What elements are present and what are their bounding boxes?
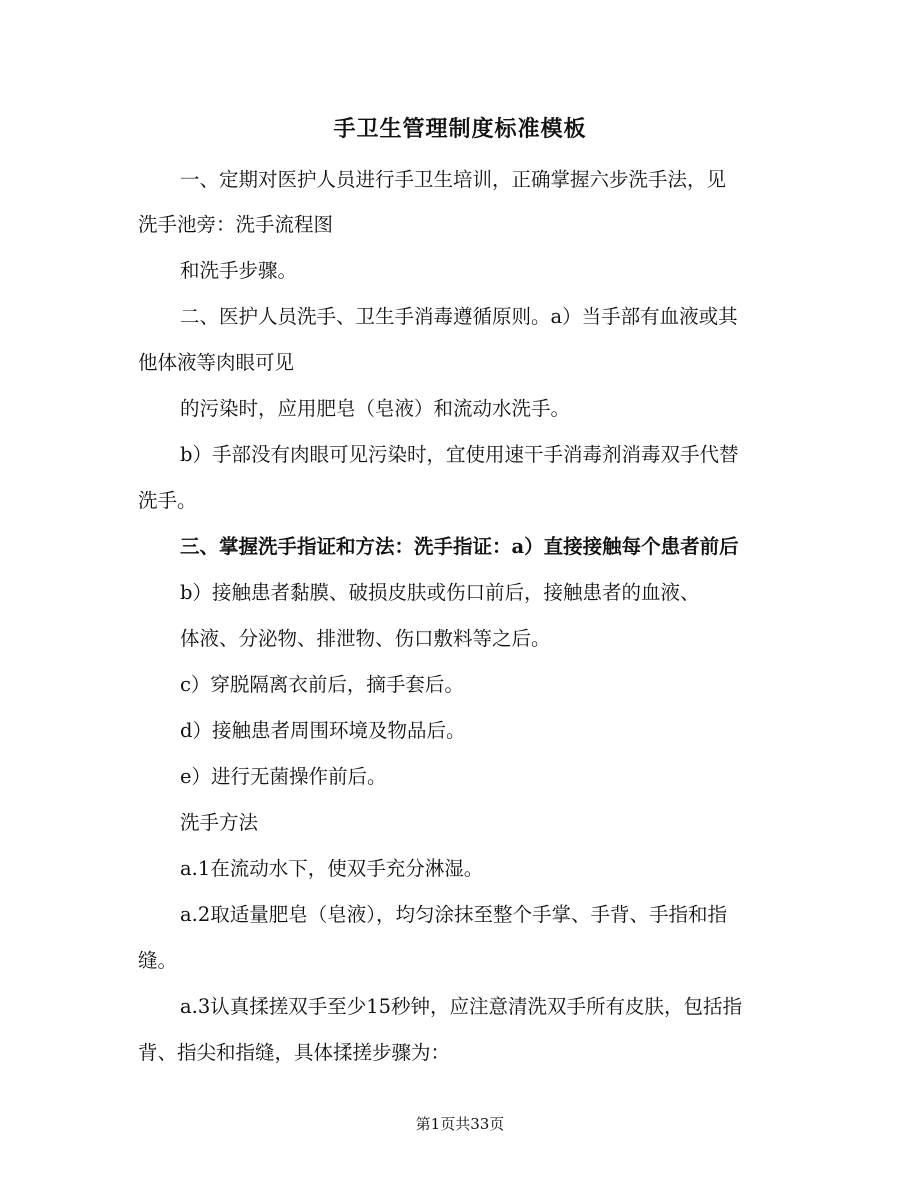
paragraph-line-17: a.2取适量肥皂（皂液），均匀涂抹至整个手掌、手背、手指和指 <box>180 903 727 926</box>
page-number: 第1页共33页 <box>415 1115 505 1133</box>
document-title: 手卫生管理制度标准模板 <box>333 116 587 142</box>
paragraph-line-14: e）进行无菌操作前后。 <box>180 765 387 788</box>
paragraph-line-4: 二、医护人员洗手、卫生手消毒遵循原则。a）当手部有血液或其 <box>180 305 738 328</box>
paragraph-line-1: 一、定期对医护人员进行手卫生培训，正确掌握六步洗手法，见 <box>180 168 727 191</box>
paragraph-line-18: 缝。 <box>138 949 178 972</box>
paragraph-line-12: c）穿脱隔离衣前后，摘手套后。 <box>180 673 464 696</box>
paragraph-line-8: 洗手。 <box>138 489 197 512</box>
section-heading-line: 三、掌握洗手指证和方法：洗手指证：a）直接接触每个患者前后 <box>180 535 739 558</box>
paragraph-line-16: a.1在流动水下，使双手充分淋湿。 <box>180 857 484 880</box>
paragraph-line-20: 背、指尖和指缝，具体揉搓步骤为： <box>138 1041 451 1064</box>
paragraph-line-15: 洗手方法 <box>180 811 259 834</box>
paragraph-line-6: 的污染时，应用肥皂（皂液）和流动水洗手。 <box>180 397 571 420</box>
paragraph-line-2: 洗手池旁：洗手流程图 <box>138 213 334 236</box>
paragraph-line-10: b）接触患者黏膜、破损皮肤或伤口前后，接触患者的血液、 <box>180 581 700 604</box>
paragraph-line-5: 他体液等肉眼可见 <box>138 351 295 374</box>
paragraph-line-13: d）接触患者周围环境及物品后。 <box>180 719 466 742</box>
paragraph-line-7: b）手部没有肉眼可见污染时，宜使用速干手消毒剂消毒双手代替 <box>180 443 739 466</box>
paragraph-line-19: a.3认真揉搓双手至少15秒钟，应注意清洗双手所有皮肤，包括指 <box>180 995 743 1018</box>
paragraph-line-3: 和洗手步骤。 <box>180 259 298 282</box>
paragraph-line-11: 体液、分泌物、排泄物、伤口敷料等之后。 <box>180 627 551 650</box>
